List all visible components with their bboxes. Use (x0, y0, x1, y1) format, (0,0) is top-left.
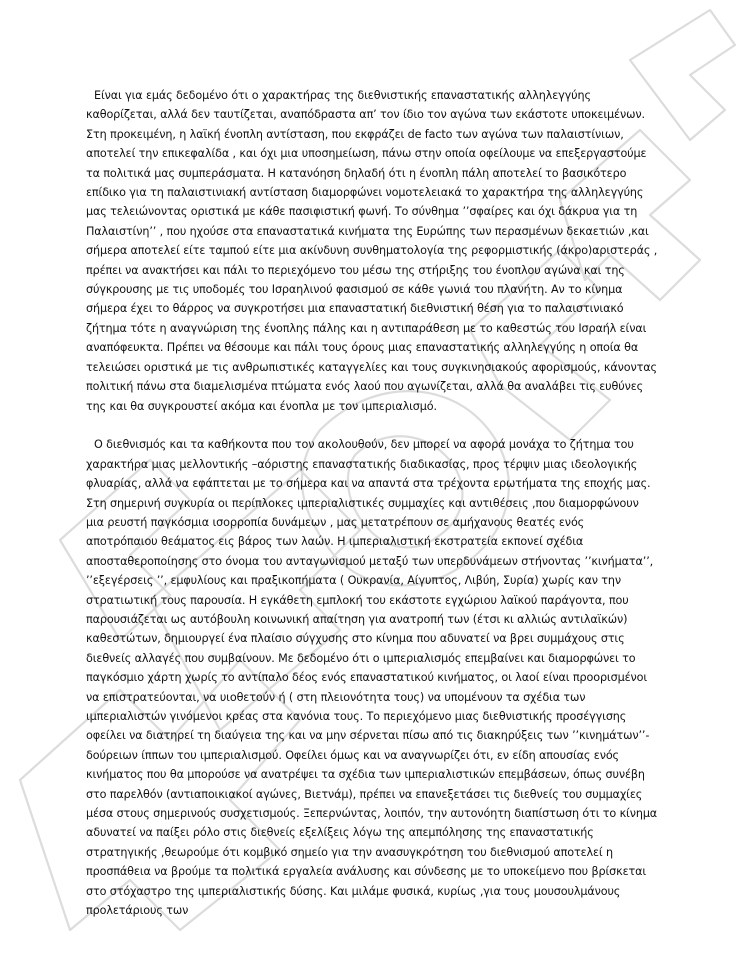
paragraph: Ο διεθνισμός και τα καθήκοντα που τον ακολουθούν, δεν μπορεί να αφορά μονάχα το ζήτημα του χαρακτήρα μιας μελλοντικής –αόριστης επαναστατικής διαδικασίας, προς τέρψιν μιας ιδεολογικής φλυαρίας, αλλά να εφάπτεται με το σήμερα και να απαντά στα τρέχοντα ερωτήματα της εποχής μας. Στη σημερινή συγκυρία οι περίπλοκες ιμπεριαλιστικές συμμαχίες και αντιθέσεις ,που διαμορφώνουν μια ρευστή παγκόσμια ισορροπία δυνάμεων , μας μετατρέπουν σε αμήχανους θεατές ενός αποτρόπαιου θεάματος εις βάρος των λαών. Η ιμπεριαλιστική εκστρατεία εκπονεί σχέδια αποσταθεροποίησης στο όνομα του ανταγωνισμού μεταξύ των υπερδυνάμεων στήνοντας ’’κινήματα’’, ’’εξεγέρσεις ’’, εμφυλίους και πραξικοπήματα ( Ουκρανία, Αίγυπτος, Λιβύη, Συρία) χωρίς καν την στρατιωτική τους παρουσία. Η εγκάθετη εμπλοκή του εκάστοτε εγχώριου λαϊκού παράγοντα, που παρουσιάζεται ως αυτόβουλη κοινωνική απαίτηση για ανατροπή των (έτσι κι αλλιώς αντιλαϊκών) καθεστώτων, δημιουργεί ένα πλαίσιο σύγχυσης στο κίνημα που αδυνατεί να βρει συμμάχους στις διεθνείς αλλαγές που συμβαίνουν. Με δεδομένο ότι ο ιμπεριαλισμός επεμβαίνει και διαμορφώνει το παγκόσμιο χάρτη χωρίς το αντίπαλο δέος ενός επαναστατικού κινήματος, οι λαοί είναι προορισμένοι να επιστρατεύονται, να υιοθετούν ή ( στη πλειονότητα τους) να υπομένουν τα σχέδια των ιμπεριαλιστών γινόμενοι κρέας στα κανόνια τους. Το περιεχόμενο μιας διεθνιστικής προσέγγισης οφείλει να διατηρεί τη διαύγεια της και να μην σέρνεται πίσω από τις διακηρύξεις των ’’κινημάτων’’-δούρειων ίππων του ιμπεριαλισμού. Οφείλει όμως και να αναγνωρίζει ότι, εν είδη απουσίας ενός κινήματος που θα μπορούσε να ανατρέψει τα σχέδια των ιμπεριαλιστικών επεμβάσεων, όπως συνέβη στο παρελθόν (αντιαποικιακοί αγώνες, Βιετνάμ), πρέπει να επανεξετάσει τις διεθνείς του συμμαχίες μέσα στους σημερινούς συσχετισμούς. Ξεπερνώντας, λοιπόν, την αυτονόητη διαπίστωση ότι το κίνημα αδυνατεί να παίξει ρόλο στις διεθνείς εξελίξεις λόγω της απεμπόλησης της επαναστατικής στρατηγικής ,θεωρούμε ότι κομβικό σημείο για την ανασυγκρότηση του διεθνισμού αποτελεί η προσπάθεια να βρούμε τα πολιτικά εργαλεία ανάλυσης και σύνδεσης με το υποκείμενο που βρίσκεται στο στόχαστρο της ιμπεριαλιστικής δύσης. Και μιλάμε φυσικά, κυρίως ,για τους μουσουλμάνους προλετάριους των (86, 438, 658, 918)
paragraph-gap (86, 416, 658, 435)
paragraph: Είναι για εμάς δεδομένο ότι ο χαρακτήρας της διεθνιστικής επαναστατικής αλληλεγγύης καθορίζεται, αλλά δεν ταυτίζεται, αναπόδραστα απ’ τον ίδιο τον αγώνα των εκάστοτε υποκειμένων. Στη προκειμένη, η λαϊκή ένοπλη αντίσταση, που εκφράζει de facto των αγώνα των παλαιστίνιων, αποτελεί την επικεφαλίδα , και όχι μια υποσημείωση, πάνω στην οποία οφείλουμε να επεξεργαστούμε τα πολιτικά μας συμπεράσματα. Η κατανόηση δηλαδή ότι η ένοπλη πάλη αποτελεί το βασικότερο επίδικο για τη παλαιστινιακή αντίσταση διαμορφώνει νομοτελειακά το χαρακτήρα της αλληλεγγύης μας τελειώνοντας οριστικά με κάθε πασιφιστική φωνή. Το σύνθημα ’’σφαίρες και όχι δάκρυα για τη Παλαιστίνη’’ , που ηχούσε στα επαναστατικά κινήματα της Ευρώπης των περασμένων δεκαετιών ,και σήμερα αποτελεί είτε ταμπού είτε μια ακίνδυνη συνθηματολογία της ρεφορμιστικής (άκρο)αριστεράς , πρέπει να ανακτήσει και πάλι το περιεχόμενο του μέσω της στήριξης του ένοπλου αγώνα και της σύγκρουσης με τις υποδομές του Ισραηλινού φασισμού σε κάθε γωνιά του πλανήτη. Αν το κίνημα σήμερα έχει το θάρρος να συγκροτήσει μια επαναστατική διεθνιστική θέση για το παλαιστινιακό ζήτημα τότε η αναγνώριση της ένοπλης πάλης και η αντιπαράθεση με το καθεστώς του Ισραήλ είναι αναπόφευκτα. Πρέπει να θέσουμε και πάλι τους όρους μιας επαναστατικής αλληλεγγύης η οποία θα τελειώσει οριστικά με τις ανθρωπιστικές καταγγελίες και τους συγκινησιακούς αφορισμούς, κάνοντας πολιτική πάνω στα διαμελισμένα πτώματα ενός λαού που αγωνίζεται, αλλά θα αναλάβει τις ευθύνες της και θα συγκρουστεί ακόμα και ένοπλα με τον ιμπεριαλισμό. (86, 89, 658, 413)
document-body (86, 86, 658, 920)
